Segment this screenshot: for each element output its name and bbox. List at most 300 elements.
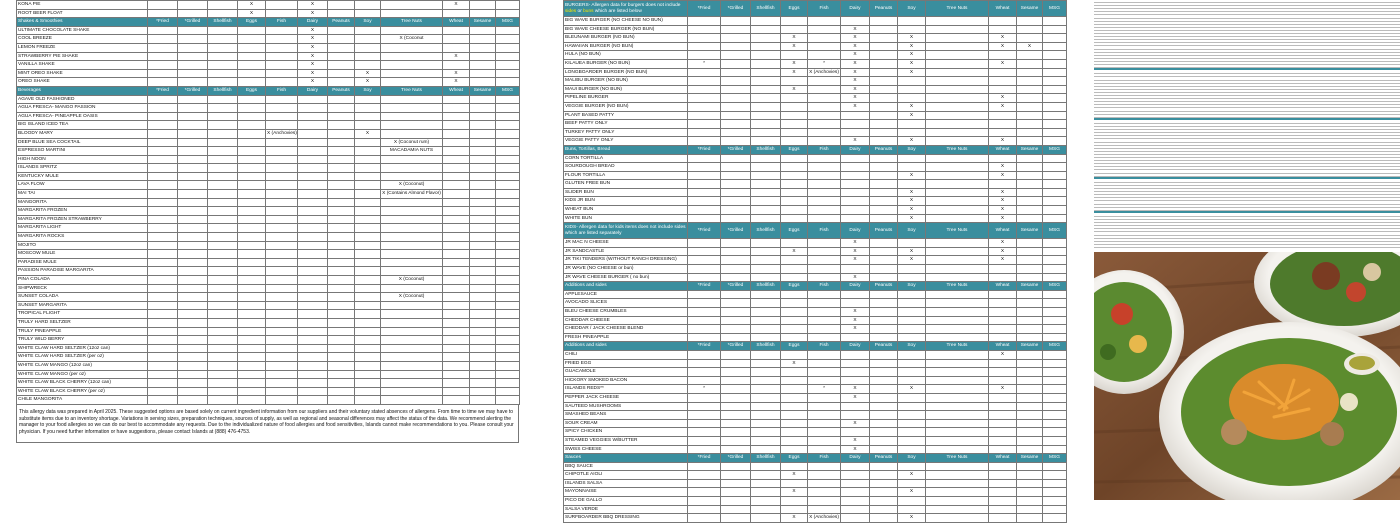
allergen-cell: [443, 396, 470, 405]
allergen-cell: [721, 163, 751, 172]
allergen-cell: [808, 436, 841, 445]
allergen-cell: [208, 233, 238, 242]
allergen-cell: [751, 316, 781, 325]
item-name: AVOCADO SLICES: [564, 299, 688, 308]
allergen-cell: [178, 1, 208, 10]
allergen-cell: [298, 301, 328, 310]
allergen-cell: [926, 368, 989, 377]
allergen-cell: X: [898, 488, 926, 497]
allergen-cell: [1017, 17, 1043, 26]
allergen-cell: [898, 17, 926, 26]
item-name: PLANT BASED PATTY: [564, 111, 688, 120]
allergen-cell: [688, 25, 721, 34]
allergen-cell: [208, 78, 238, 87]
item-name: FLOUR TORTILLA: [564, 171, 688, 180]
allergen-cell: [781, 51, 808, 60]
allergen-cell: [178, 95, 208, 104]
item-name: CHILE MANGORITA: [17, 396, 148, 405]
allergen-cell: [1017, 316, 1043, 325]
allergen-cell: [298, 267, 328, 276]
allergen-cell: [355, 61, 381, 70]
table-row: [17, 379, 520, 388]
item-name: AGUA FRESCA- MANGO PASSION: [17, 104, 148, 113]
allergen-cell: [328, 327, 355, 336]
allergen-cell: [841, 505, 870, 514]
allergen-cell: [328, 301, 355, 310]
allergen-cell: [926, 171, 989, 180]
table-row: [564, 471, 1067, 480]
allergen-cell: [178, 78, 208, 87]
allergen-cell: [208, 361, 238, 370]
allergen-cell: [1043, 497, 1067, 506]
allergen-cell: [688, 265, 721, 274]
allergen-cell: [898, 128, 926, 137]
allergen-cell: [926, 359, 989, 368]
allergen-cell: [443, 198, 470, 207]
table-row: [564, 197, 1067, 206]
allergen-cell: [328, 112, 355, 121]
allergen-cell: [808, 120, 841, 129]
allergen-cell: [381, 43, 443, 52]
allergen-cell: [1017, 77, 1043, 86]
allergen-cell: [870, 68, 898, 77]
allergen-cell: [238, 318, 266, 327]
allergen-cell: [266, 9, 298, 18]
allergen-cell: [238, 396, 266, 405]
allergen-cell: [721, 214, 751, 223]
allergen-cell: [1017, 111, 1043, 120]
allergen-cell: [298, 361, 328, 370]
allergen-cell: [989, 308, 1017, 317]
allergen-cell: [926, 77, 989, 86]
allergen-cell: X: [898, 34, 926, 43]
allergen-cell: [470, 1, 496, 10]
allergen-cell: [870, 265, 898, 274]
allergen-cell: [443, 284, 470, 293]
allergen-cell: [496, 147, 520, 156]
allergen-cell: [328, 318, 355, 327]
allergen-cell: [148, 293, 178, 302]
column-header: Dairy: [841, 342, 870, 351]
allergen-cell: [496, 241, 520, 250]
allergen-cell: [926, 59, 989, 68]
allergen-cell: X: [781, 85, 808, 94]
allergen-cell: [1017, 488, 1043, 497]
allergen-cell: [355, 138, 381, 147]
table-row: [564, 514, 1067, 523]
table-row: [564, 368, 1067, 377]
allergen-cell: X: [298, 9, 328, 18]
section-header: [564, 145, 1067, 154]
allergen-cell: X: [355, 78, 381, 87]
allergen-cell: X: [781, 68, 808, 77]
allergen-cell: [266, 1, 298, 10]
allergen-cell: X: [898, 51, 926, 60]
allergen-cell: [496, 104, 520, 113]
allergen-cell: [841, 188, 870, 197]
table-row: [17, 35, 520, 44]
item-name: CHEDDAR CHEESE: [564, 316, 688, 325]
allergen-cell: [298, 172, 328, 181]
allergen-cell: [926, 256, 989, 265]
section-header: [17, 18, 520, 27]
allergen-cell: [238, 276, 266, 285]
allergen-cell: [355, 207, 381, 216]
allergen-cell: [328, 69, 355, 78]
allergen-cell: [470, 61, 496, 70]
allergen-cell: [470, 387, 496, 396]
allergen-cell: [1017, 180, 1043, 189]
allergen-cell: [148, 52, 178, 61]
allergen-cell: [208, 69, 238, 78]
allergen-cell: [688, 393, 721, 402]
column-header: Soy: [355, 18, 381, 27]
allergen-cell: [926, 385, 989, 394]
allergen-cell: [328, 52, 355, 61]
allergen-cell: [443, 318, 470, 327]
allergen-cell: [808, 505, 841, 514]
allergen-cell: [148, 1, 178, 10]
allergen-cell: [1043, 471, 1067, 480]
allergen-cell: [870, 137, 898, 146]
allergen-cell: [1017, 273, 1043, 282]
allergen-cell: [328, 353, 355, 362]
column-header: Fish: [808, 223, 841, 239]
allergen-cell: [298, 207, 328, 216]
allergen-cell: [238, 370, 266, 379]
allergen-cell: [298, 224, 328, 233]
allergen-cell: X: [298, 43, 328, 52]
allergen-cell: [751, 514, 781, 523]
allergen-cell: [496, 207, 520, 216]
allergen-cell: [298, 147, 328, 156]
section-title: Beverages: [17, 86, 148, 95]
table-row: [564, 308, 1067, 317]
section-title: Additions and sides: [564, 342, 688, 351]
table-row: [564, 273, 1067, 282]
allergen-cell: [808, 154, 841, 163]
allergen-cell: [841, 128, 870, 137]
allergen-cell: [443, 129, 470, 138]
allergen-cell: [381, 370, 443, 379]
allergen-cell: [721, 68, 751, 77]
allergen-cell: [470, 215, 496, 224]
allergen-cell: [989, 488, 1017, 497]
item-name: TRULY WILD BERRY: [17, 336, 148, 345]
table-row: [564, 265, 1067, 274]
allergen-cell: [298, 276, 328, 285]
allergen-cell: [688, 316, 721, 325]
column-header: *Grilled: [721, 342, 751, 351]
allergen-cell: [328, 181, 355, 190]
item-name: FRIED EGG: [564, 359, 688, 368]
allergen-cell: [721, 308, 751, 317]
allergen-cell: [496, 293, 520, 302]
allergen-cell: [381, 112, 443, 121]
allergen-cell: [870, 419, 898, 428]
column-header: Peanuts: [870, 342, 898, 351]
allergen-cell: [808, 316, 841, 325]
table-row: [564, 120, 1067, 129]
allergen-cell: [721, 290, 751, 299]
allergen-cell: [1043, 111, 1067, 120]
allergen-cell: X: [898, 111, 926, 120]
allergen-cell: [381, 215, 443, 224]
table-row: [17, 293, 520, 302]
allergen-cell: [841, 333, 870, 342]
allergen-cell: [926, 333, 989, 342]
allergen-cell: [496, 121, 520, 130]
allergen-cell: X: [298, 52, 328, 61]
allergen-cell: [443, 172, 470, 181]
column-header: MSG: [1043, 145, 1067, 154]
allergen-cell: [443, 310, 470, 319]
allergen-cell: [496, 52, 520, 61]
allergen-cell: [781, 290, 808, 299]
allergen-cell: X: [989, 171, 1017, 180]
allergen-cell: [870, 17, 898, 26]
column-header: Tree Nuts: [926, 282, 989, 291]
allergen-cell: [751, 68, 781, 77]
allergen-cell: [443, 207, 470, 216]
allergen-cell: [688, 308, 721, 317]
allergen-cell: [238, 233, 266, 242]
allergen-cell: [238, 78, 266, 87]
column-header: Peanuts: [328, 86, 355, 95]
item-name: GUACAMOLE: [564, 368, 688, 377]
allergen-cell: [496, 370, 520, 379]
allergen-cell: [989, 180, 1017, 189]
allergen-cell: [328, 129, 355, 138]
allergen-cell: [381, 379, 443, 388]
allergen-cell: [328, 379, 355, 388]
allergen-cell: [355, 276, 381, 285]
allergen-cell: [721, 419, 751, 428]
allergen-cell: [1043, 137, 1067, 146]
allergen-cell: [1043, 163, 1067, 172]
item-name: HULA (NO BUN): [564, 51, 688, 60]
allergen-cell: [989, 299, 1017, 308]
allergen-cell: [238, 250, 266, 259]
allergen-cell: [443, 224, 470, 233]
column-header: *Grilled: [721, 223, 751, 239]
allergen-cell: [1043, 34, 1067, 43]
allergen-cell: [721, 471, 751, 480]
allergen-cell: [443, 276, 470, 285]
allergen-cell: [989, 316, 1017, 325]
allergen-cell: [266, 78, 298, 87]
allergen-cell: [870, 290, 898, 299]
allergen-cell: [870, 247, 898, 256]
allergen-cell: X: [841, 25, 870, 34]
allergen-cell: [926, 51, 989, 60]
allergen-cell: [355, 267, 381, 276]
allergen-cell: [381, 155, 443, 164]
allergen-cell: [328, 344, 355, 353]
allergen-cell: [870, 393, 898, 402]
allergen-cell: [496, 224, 520, 233]
allergen-cell: [808, 17, 841, 26]
column-header: Fish: [808, 145, 841, 154]
allergen-cell: [148, 26, 178, 35]
table-row: [17, 138, 520, 147]
allergen-table: [16, 0, 520, 405]
allergen-cell: X: [298, 1, 328, 10]
allergen-cell: [1017, 197, 1043, 206]
allergen-cell: [1017, 154, 1043, 163]
item-name: SURFBOARDER BBQ DRESSING: [564, 514, 688, 523]
allergen-cell: [751, 102, 781, 111]
table-row: [564, 333, 1067, 342]
allergen-cell: [870, 445, 898, 454]
allergen-cell: [751, 17, 781, 26]
column-header: Sesame: [1017, 145, 1043, 154]
allergen-cell: [178, 241, 208, 250]
allergen-cell: [1017, 479, 1043, 488]
allergen-cell: [328, 190, 355, 199]
allergen-cell: [1017, 171, 1043, 180]
allergen-cell: X: [781, 42, 808, 51]
table-row: [564, 17, 1067, 26]
allergen-cell: [381, 1, 443, 10]
allergen-cell: [688, 419, 721, 428]
allergen-cell: [751, 411, 781, 420]
allergen-cell: [989, 419, 1017, 428]
allergen-cell: [841, 163, 870, 172]
allergen-cell: [1017, 419, 1043, 428]
table-row: [564, 402, 1067, 411]
allergen-table-thumbnail: [1094, 0, 1400, 250]
table-row: [17, 26, 520, 35]
allergen-cell: [808, 34, 841, 43]
column-header: Peanuts: [870, 223, 898, 239]
allergen-cell: X: [841, 256, 870, 265]
item-name: AGUA FRESCA- PINEAPPLE OASIS: [17, 112, 148, 121]
allergen-cell: [898, 428, 926, 437]
allergen-cell: [355, 1, 381, 10]
column-header: Eggs: [781, 282, 808, 291]
allergen-cell: [496, 181, 520, 190]
column-header: *Fried: [148, 18, 178, 27]
allergen-cell: [470, 370, 496, 379]
column-header: *Fried: [688, 1, 721, 17]
column-header: Peanuts: [870, 454, 898, 463]
table-row: [564, 59, 1067, 68]
item-name: MOSCOW MULE: [17, 250, 148, 259]
allergen-cell: [781, 462, 808, 471]
allergen-cell: [989, 393, 1017, 402]
allergen-cell: [443, 104, 470, 113]
table-row: [17, 147, 520, 156]
allergen-cell: [688, 428, 721, 437]
allergen-cell: [443, 155, 470, 164]
allergen-cell: [208, 387, 238, 396]
allergen-cell: [178, 138, 208, 147]
allergen-cell: [496, 61, 520, 70]
allergen-cell: [178, 318, 208, 327]
allergen-cell: [721, 488, 751, 497]
column-header: Dairy: [841, 223, 870, 239]
item-name: STRAWBERRY PIE SHAKE: [17, 52, 148, 61]
allergen-cell: X: [989, 247, 1017, 256]
allergen-cell: [688, 77, 721, 86]
allergen-cell: [808, 333, 841, 342]
table-row: [17, 370, 520, 379]
allergen-cell: X: [781, 514, 808, 523]
allergen-cell: X: [841, 273, 870, 282]
allergen-cell: [781, 376, 808, 385]
allergen-cell: [721, 265, 751, 274]
allergen-cell: [926, 128, 989, 137]
salad-bowls-photo: [1094, 252, 1400, 500]
column-header: *Grilled: [721, 282, 751, 291]
allergen-cell: [751, 462, 781, 471]
allergen-cell: [781, 325, 808, 334]
allergen-cell: [178, 172, 208, 181]
allergen-cell: [355, 164, 381, 173]
column-header: MSG: [1043, 342, 1067, 351]
allergen-cell: [1043, 214, 1067, 223]
allergen-cell: [266, 43, 298, 52]
column-header: Sesame: [470, 86, 496, 95]
allergen-cell: [266, 104, 298, 113]
allergen-cell: [688, 488, 721, 497]
allergen-cell: X: [355, 69, 381, 78]
allergen-cell: X: [898, 42, 926, 51]
allergen-cell: [298, 396, 328, 405]
allergen-cell: [208, 43, 238, 52]
allergen-cell: [751, 197, 781, 206]
allergen-cell: [870, 197, 898, 206]
table-row: [564, 290, 1067, 299]
allergen-cell: [721, 436, 751, 445]
allergen-cell: [355, 293, 381, 302]
allergen-cell: [266, 361, 298, 370]
table-row: [17, 233, 520, 242]
item-name: PINA COLADA: [17, 276, 148, 285]
allergen-cell: [870, 120, 898, 129]
item-name: LEMON FREEZE: [17, 43, 148, 52]
item-name: SLIDER BUN: [564, 188, 688, 197]
allergen-cell: [238, 224, 266, 233]
allergen-cell: [841, 479, 870, 488]
column-header: Peanuts: [870, 145, 898, 154]
allergen-cell: [328, 370, 355, 379]
allergen-cell: [1017, 59, 1043, 68]
allergen-cell: [721, 325, 751, 334]
allergen-cell: [870, 368, 898, 377]
table-row: [17, 52, 520, 61]
allergen-cell: [178, 155, 208, 164]
allergen-cell: [989, 273, 1017, 282]
allergen-cell: [898, 411, 926, 420]
allergen-cell: [870, 428, 898, 437]
column-header: Tree Nuts: [926, 145, 989, 154]
allergen-cell: [688, 505, 721, 514]
column-header: *Grilled: [178, 18, 208, 27]
allergen-cell: [989, 497, 1017, 506]
allergen-cell: [148, 190, 178, 199]
allergen-cell: [238, 95, 266, 104]
allergen-cell: [328, 387, 355, 396]
allergen-cell: [496, 26, 520, 35]
allergen-cell: [898, 180, 926, 189]
allergen-cell: [688, 471, 721, 480]
allergen-cell: [328, 361, 355, 370]
allergen-cell: X: [238, 9, 266, 18]
allergen-cell: [208, 344, 238, 353]
allergen-cell: [496, 129, 520, 138]
